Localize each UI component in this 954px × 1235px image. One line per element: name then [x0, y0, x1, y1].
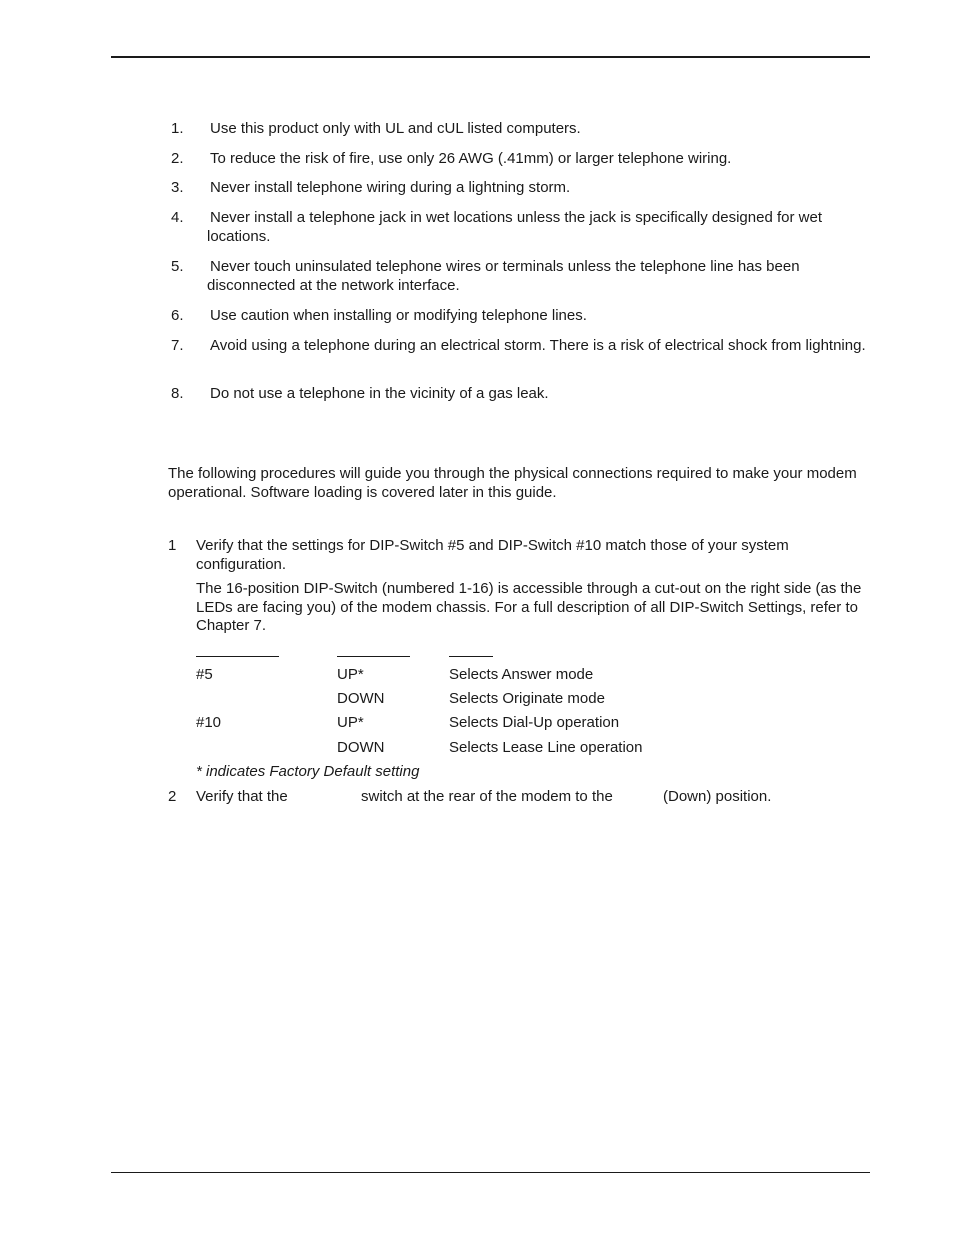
step-text: Verify that the settings for DIP-Switch #5 and DIP-Switch #10 match those of your system configuration.: [196, 537, 789, 573]
dip-table-row: [196, 689, 796, 709]
safety-item-number: 7.: [171, 337, 184, 354]
safety-item-number: 1.: [171, 120, 184, 137]
dip-table-row: [196, 713, 796, 733]
step-1-description: The 16-position DIP-Switch (numbered 1-16) is accessible through a cut-out on the right side (as the LEDs are facing you) of the modem chassis. For a full description of all DIP-Switch Settings, refer to Chapter 7.: [196, 580, 862, 634]
safety-item-text: To reduce the risk of fire, use only 26 AWG (.41mm) or larger telephone wiring.: [210, 150, 732, 167]
header-rule: [111, 56, 870, 58]
setting-cell: DOWN: [337, 690, 385, 707]
safety-item: [171, 208, 871, 246]
step-1: [168, 537, 868, 574]
safety-item-number: 3.: [171, 179, 184, 196]
step-2-text-part-3: (Down) position.: [663, 788, 772, 805]
step-2-text-part-1: Verify that the: [196, 788, 288, 805]
intro-paragraph: The following procedures will guide you through the physical connections required to make your modem operational. Software loading is covered later in this guide.: [168, 465, 857, 501]
safety-item-text: Avoid using a telephone during an electrical storm. There is a risk of electrical shock from lightning.: [210, 337, 866, 354]
switch-cell: #10: [196, 714, 222, 731]
safety-item: [171, 149, 871, 168]
function-cell: Selects Lease Line operation: [449, 739, 643, 756]
safety-item-text: Never install a telephone jack in wet locations unless the jack is specifically designed for wet locations.: [207, 209, 822, 245]
safety-item-number: 4.: [171, 209, 184, 226]
switch-cell: #5: [196, 666, 213, 683]
footer-rule: [111, 1172, 870, 1173]
step-2-text-part-2: switch at the rear of the modem to the: [361, 788, 613, 805]
safety-item: [171, 384, 871, 403]
safety-item: [171, 178, 871, 197]
safety-item-text: Do not use a telephone in the vicinity of a gas leak.: [210, 385, 549, 402]
safety-item: [171, 336, 871, 355]
safety-item: [171, 119, 871, 138]
function-column-underline: [449, 656, 493, 657]
step-number: 1: [168, 537, 177, 554]
safety-item: [171, 257, 871, 295]
factory-default-footnote: * indicates Factory Default setting: [196, 763, 420, 780]
dip-table-row: [196, 665, 796, 685]
safety-item-number: 8.: [171, 385, 184, 402]
setting-cell: UP*: [337, 666, 364, 683]
setting-cell: UP*: [337, 714, 364, 731]
safety-item-text: Never touch uninsulated telephone wires or terminals unless the telephone line has been disconnected at the network interface.: [207, 258, 800, 294]
function-cell: Selects Dial-Up operation: [449, 714, 620, 731]
safety-item-text: Use caution when installing or modifying telephone lines.: [210, 307, 587, 324]
safety-item-number: 2.: [171, 150, 184, 167]
safety-item-text: Use this product only with UL and cUL listed computers.: [210, 120, 581, 137]
safety-item-number: 6.: [171, 307, 184, 324]
safety-item-text: Never install telephone wiring during a lightning storm.: [210, 179, 571, 196]
setting-column-underline: [337, 656, 410, 657]
dip-table-row: [196, 738, 796, 758]
function-cell: Selects Answer mode: [449, 666, 594, 683]
setting-cell: DOWN: [337, 739, 385, 756]
step-number: 2: [168, 788, 177, 805]
safety-item: [171, 306, 871, 325]
safety-item-number: 5.: [171, 258, 184, 275]
function-cell: Selects Originate mode: [449, 690, 605, 707]
switch-column-underline: [196, 656, 279, 657]
